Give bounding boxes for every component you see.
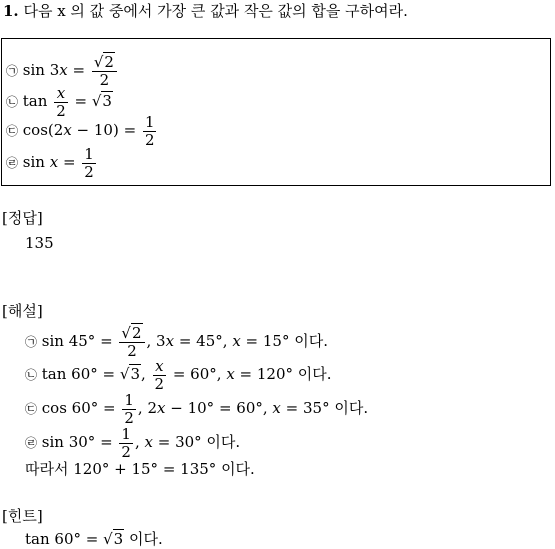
fraction: $\frac{1}{2}$ <box>121 424 131 461</box>
question <box>3 1 408 21</box>
choice-4: ㉣ sin x = $\frac{1}{2}$ <box>6 144 94 181</box>
explanation-marker: ㉢ <box>25 402 38 416</box>
hint-text: tan 60° = √3 이다. <box>25 530 163 548</box>
answer-value: 135 <box>25 234 54 252</box>
explanation-line-5: 따라서 120° + 15° = 135° 이다. <box>25 460 255 478</box>
fraction: $\frac{√2}{2}$ <box>119 326 144 359</box>
choice-marker: ㉠ <box>6 64 19 78</box>
choice-marker: ㉢ <box>6 124 19 138</box>
fraction: $\frac{√2}{2}$ <box>92 55 117 88</box>
explanation-line-1: ㉠ sin 45° = $\frac{√2}{2}$ , 3x = 45°, x = 15° 이다. <box>25 323 328 360</box>
question-number: 1. <box>3 2 19 20</box>
explanation-marker: ㉣ <box>25 436 38 450</box>
explanation-line-4: ㉣ sin 30° = $\frac{1}{2}$ , x = 30° 이다. <box>25 424 241 461</box>
explanation-line-3: ㉢ cos 60° = $\frac{1}{2}$ , 2x − 10° = 60°, x = 35° 이다. <box>25 390 369 427</box>
fraction: $\frac{1}{2}$ <box>124 390 134 427</box>
hint-label: [힌트] <box>2 507 43 525</box>
question-text: 다음 x 의 값 중에서 가장 큰 값과 작은 값의 합을 구하여라. <box>23 2 408 20</box>
explanation-line-2: ㉡ tan 60° = √3, $\frac{x}{2}$ = 60°, x = 120° 이다. <box>25 356 332 393</box>
answer-label: [정답] <box>2 209 43 227</box>
choice-1: ㉠ sin 3x = $\frac{√2}{2}$ <box>6 52 119 88</box>
explanation-label: [해설] <box>2 302 43 320</box>
explanation-marker: ㉡ <box>25 368 38 382</box>
fraction: $\frac{x}{2}$ <box>56 83 66 120</box>
fraction: $\frac{1}{2}$ <box>144 112 155 149</box>
choice-marker: ㉣ <box>6 156 19 170</box>
choice-3: ㉢ cos(2x − 10) = $\frac{1}{2}$ <box>6 112 155 149</box>
explanation-marker: ㉠ <box>25 335 38 349</box>
choice-marker: ㉡ <box>6 95 19 109</box>
choice-2: ㉡ tan $\frac{x}{2}$ = √3 <box>6 83 112 120</box>
fraction: $\frac{x}{2}$ <box>154 356 165 393</box>
fraction: $\frac{1}{2}$ <box>84 144 94 181</box>
